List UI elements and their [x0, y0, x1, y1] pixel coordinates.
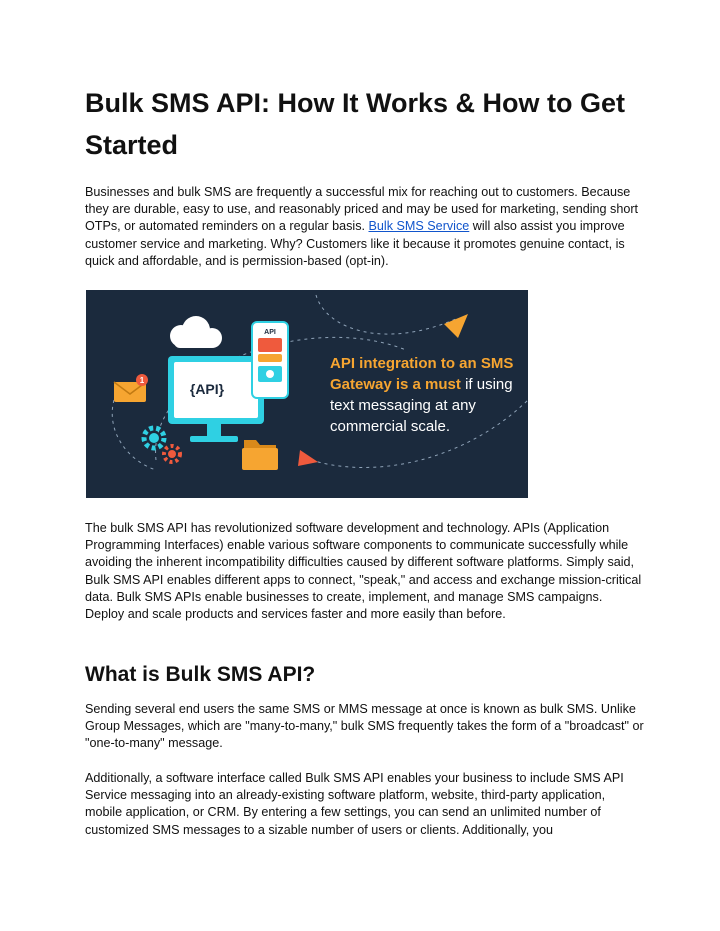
- body-paragraph-4: Additionally, a software interface called Bulk SMS API enables your business to include SMS API Service messaging into an already-existing software platform, website, third-party application, mobile application, or CRM. By entering a few settings, you can send an unlimited number of customized SMS messages to a sizable number of users or clients. Additionally, you: [85, 771, 624, 837]
- banner-headline-line1: API integration to an SMS: [330, 355, 514, 372]
- monitor-api-label: {API}: [189, 381, 225, 397]
- notification-badge: [136, 374, 148, 386]
- page-title: Bulk SMS API: How It Works & How to Get Started: [85, 88, 626, 160]
- phone-api-label: API: [264, 329, 276, 336]
- body-paragraph-2: The bulk SMS API has revolutionized software development and technology. APIs (Application Programming Interfaces) enable various software components to communicate successfully while avoiding the inherent incompatibility difficulties caused by different software platforms. Simply said, Bulk SMS API enables different apps to connect, "speak," and access and exchange mission-critical data. Bulk SMS APIs enable businesses to create, implement, and manage SMS campaigns. Deploy and scale products and services faster and more easily than before.: [85, 521, 642, 622]
- banner-headline-line4: commercial scale.: [330, 418, 451, 435]
- banner-headline-line2: [330, 376, 513, 393]
- bulk-sms-service-link[interactable]: Bulk SMS Service: [368, 219, 470, 234]
- api-integration-banner: [86, 290, 528, 498]
- intro-paragraph: [85, 184, 645, 270]
- intro-text-after-link: will also assist you improve customer service and marketing. Why? Customers like it because it promotes genuine contact, is quick and affordable, and is permission-based (opt-in).: [85, 219, 625, 268]
- intro-text-before-link: Businesses and bulk SMS are frequently a successful mix for reaching out to customers. Because they are durable, easy to use, and reasonably priced and may be used for marketing, sending short OTPs, or automated reminders on a regular basis.: [85, 185, 639, 234]
- banner-headline-highlight: Gateway is a must: [330, 376, 461, 393]
- section-heading: What is Bulk SMS API?: [85, 663, 316, 686]
- body-paragraph-3: Sending several end users the same SMS or MMS message at once is known as bulk SMS. Unlike Group Messages, which are "many-to-many," bulk SMS frequently takes the form of a "broadcast" or "one-to-many" message.: [85, 702, 644, 751]
- banner-headline-rest: if using: [460, 376, 513, 393]
- banner-headline-line3: text messaging at any: [330, 397, 476, 414]
- svg-text:1: 1: [139, 376, 145, 385]
